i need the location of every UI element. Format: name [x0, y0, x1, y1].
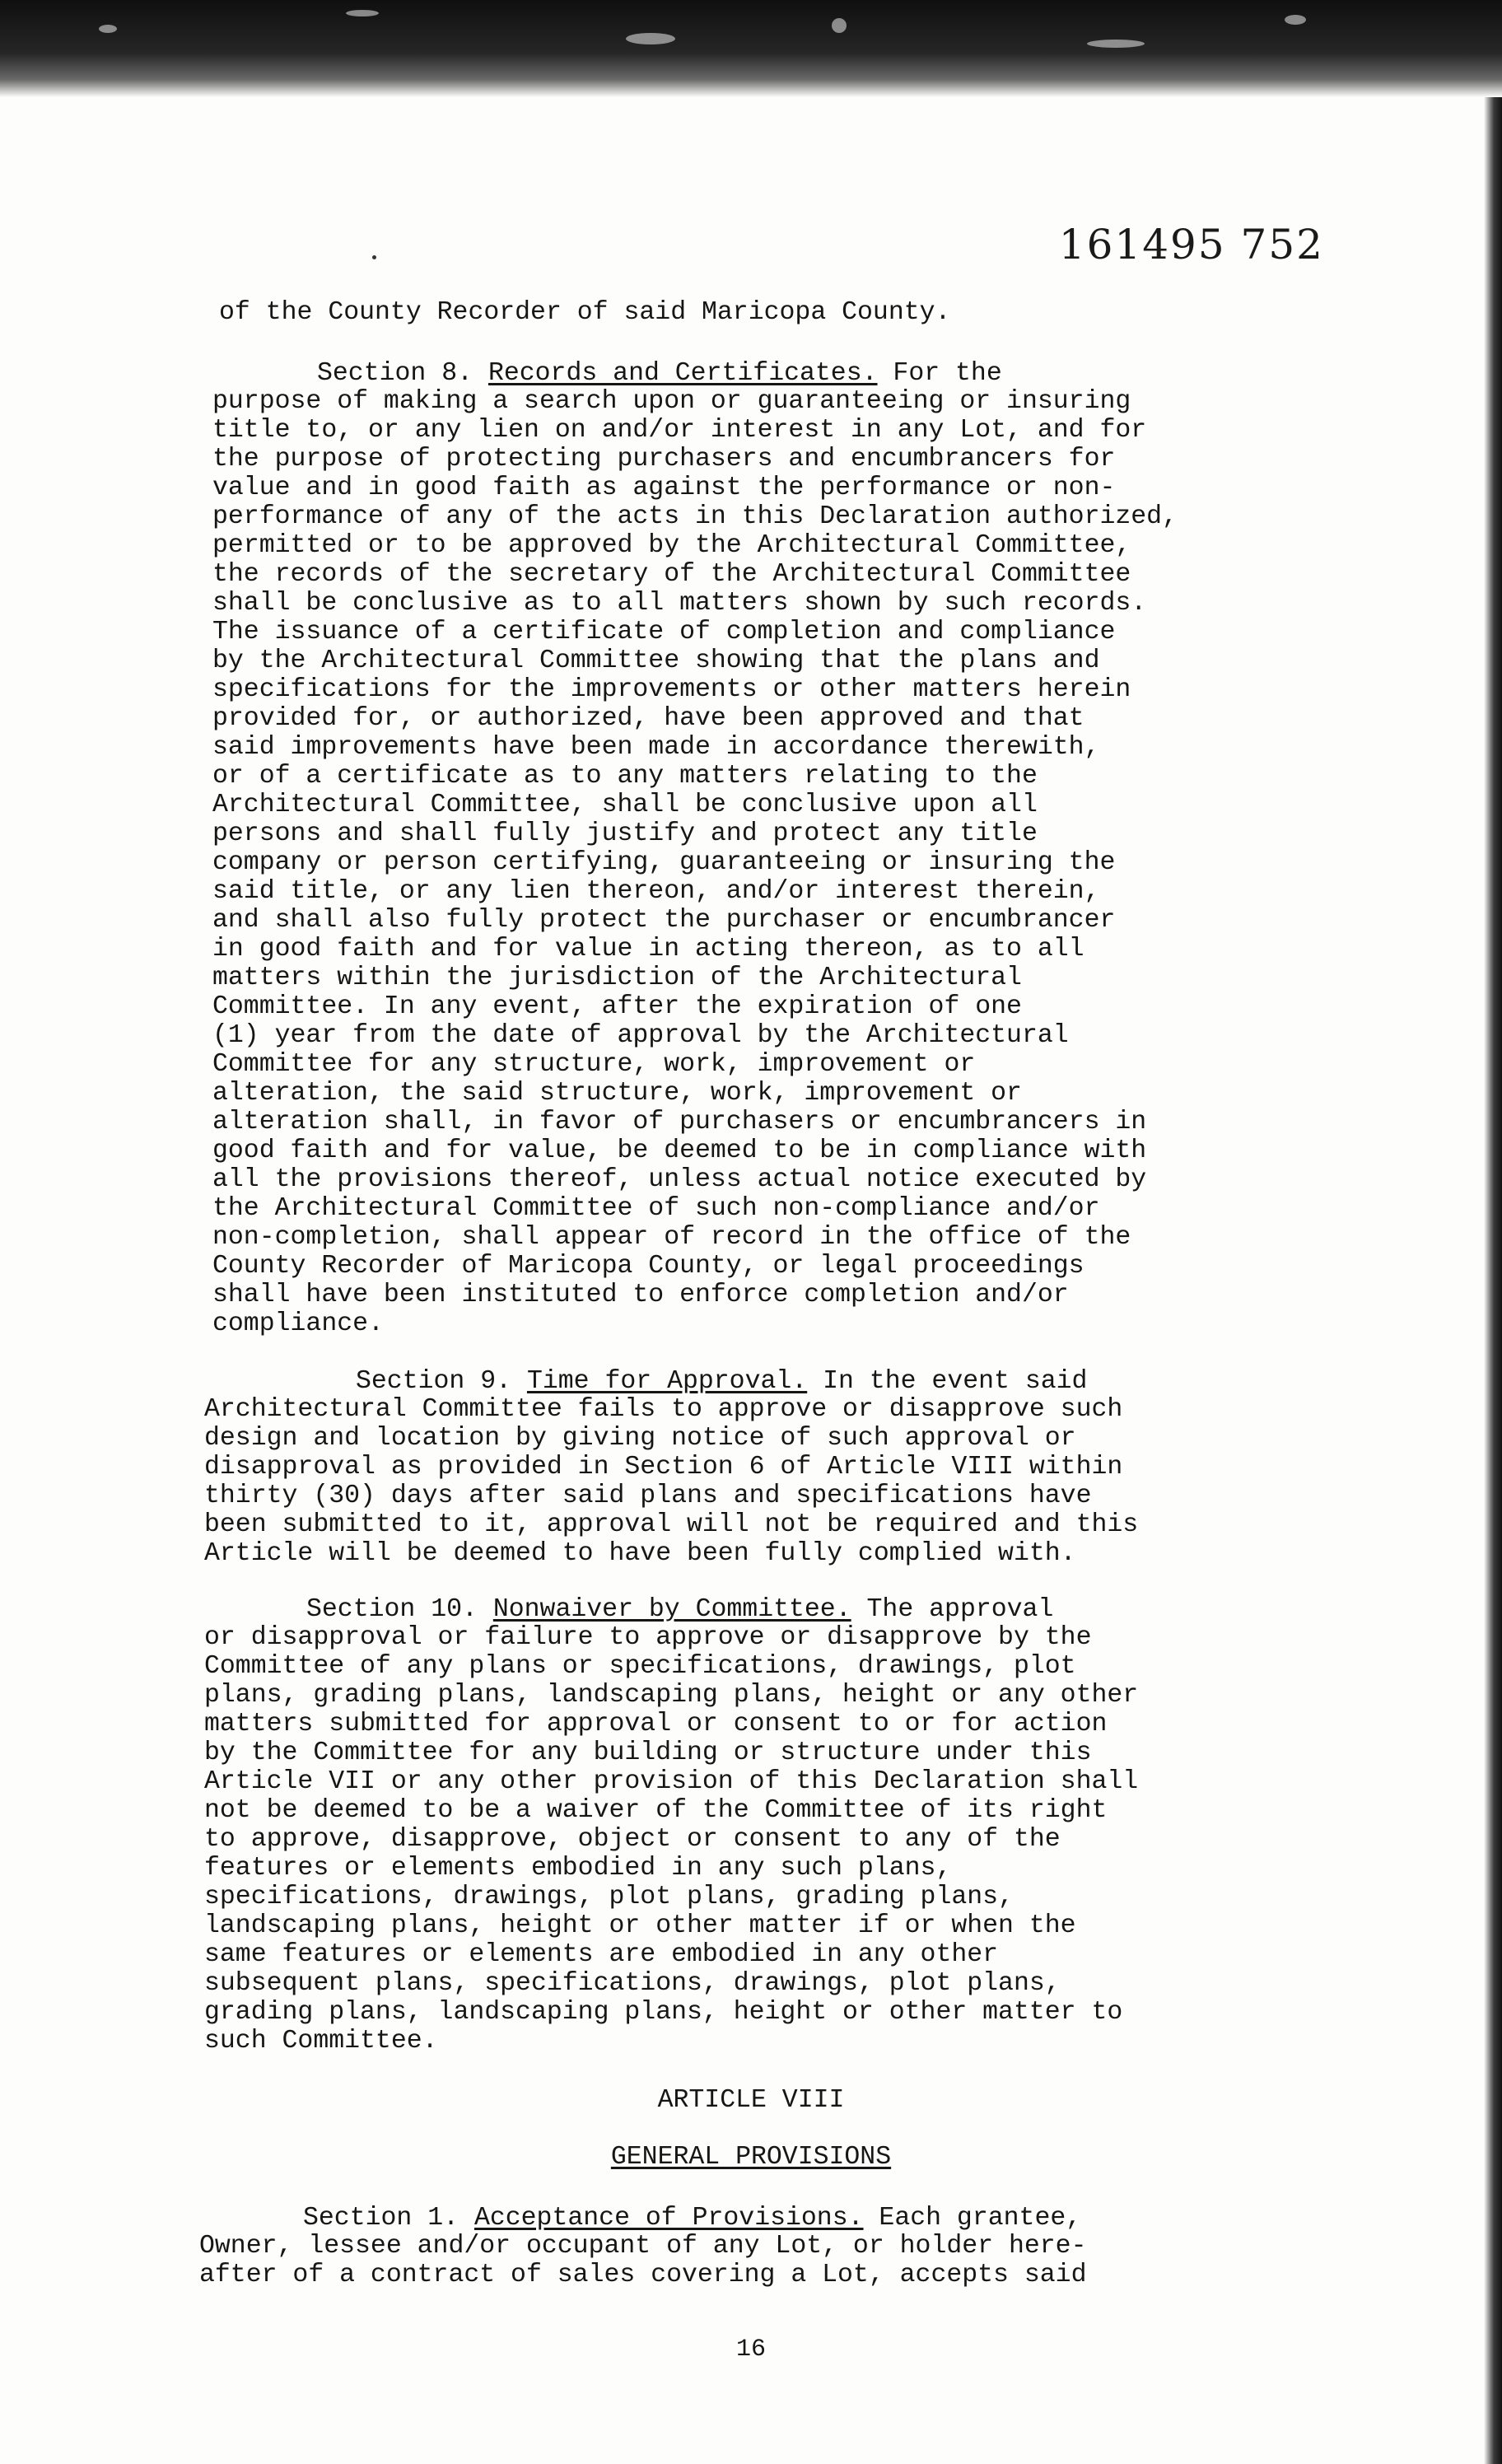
section-8-line: purpose of making a search upon or guaranteeing or insuring — [212, 387, 1131, 416]
section-8-line: good faith and for value, be deemed to be in compliance with — [212, 1136, 1147, 1165]
section-9-line: Architectural Committee fails to approve or disapprove such — [204, 1395, 1123, 1424]
section-8-line: the records of the secretary of the Architectural Committee — [212, 560, 1131, 589]
section-10-line: by the Committee for any building or structure under this — [204, 1738, 1092, 1767]
section-8-line: (1) year from the date of approval by the Architectural — [212, 1021, 1069, 1050]
section-8-line: specifications for the improvements or other matters herein — [212, 675, 1131, 704]
section-1-lead: Section 1. — [303, 2204, 459, 2233]
section-10-line: grading plans, landscaping plans, height or other matter to — [204, 1998, 1123, 2027]
section-8-line: performance of any of the acts in this Declaration authorized, — [212, 502, 1178, 531]
scan-edge-top — [0, 0, 1502, 97]
section-1-line: after of a contract of sales covering a Lot, accepts said — [199, 2261, 1087, 2289]
article-subheading-wrap — [0, 2143, 1502, 2172]
section-8-line: shall have been instituted to enforce completion and/or — [212, 1281, 1069, 1309]
section-10-line: same features or elements are embodied in any other — [204, 1940, 999, 1969]
section-9-line: thirty (30) days after said plans and specifications have — [204, 1482, 1092, 1510]
section-10-first-line-tail: The approval — [866, 1595, 1054, 1624]
section-10-lead: Section 10. — [306, 1595, 478, 1624]
section-10-heading-line — [306, 1595, 1053, 1624]
article-subheading: GENERAL PROVISIONS — [610, 2143, 892, 2172]
section-8-line: compliance. — [212, 1309, 384, 1338]
section-1-title: Acceptance of Provisions. — [473, 2204, 864, 2233]
article-heading: ARTICLE VIII — [657, 2086, 845, 2115]
section-10-line: to approve, disapprove, object or consent to any of the — [204, 1825, 1061, 1854]
section-10-line: such Committee. — [204, 2027, 438, 2056]
section-8-line: alteration shall, in favor of purchasers or encumbrancers in — [212, 1108, 1147, 1136]
section-9-line: disapproval as provided in Section 6 of Article VIII within — [204, 1453, 1123, 1482]
section-8-line: provided for, or authorized, have been approved and that — [212, 704, 1085, 733]
section-8-line: Committee for any structure, work, improvement or — [212, 1050, 976, 1079]
section-10-line: plans, grading plans, landscaping plans, height or any other — [204, 1681, 1139, 1710]
section-9-line: been submitted to it, approval will not be required and this — [204, 1510, 1139, 1539]
section-8-line: alteration, the said structure, work, improvement or — [212, 1079, 1022, 1108]
section-8-line: in good faith and for value in acting thereon, as to all — [212, 935, 1085, 964]
section-8-line: non-completion, shall appear of record in the office of the — [212, 1223, 1131, 1252]
section-8-first-line-tail: For the — [893, 359, 1002, 388]
section-9-line: Article will be deemed to have been fully complied with. — [204, 1539, 1076, 1568]
section-10-line: or disapproval or failure to approve or disapprove by the — [204, 1623, 1092, 1652]
section-8-line: matters within the jurisdiction of the Architectural — [212, 964, 1022, 992]
section-8-line: shall be conclusive as to all matters shown by such records. — [212, 589, 1147, 618]
section-10-line: not be deemed to be a waiver of the Committee of its right — [204, 1796, 1108, 1825]
recording-number: 161495 752 — [1058, 221, 1324, 268]
section-1-first-line-tail: Each grantee, — [879, 2204, 1082, 2233]
section-8-line: company or person certifying, guaranteeing or insuring the — [212, 848, 1116, 877]
section-9-lead: Section 9. — [356, 1367, 512, 1396]
section-8-line: or of a certificate as to any matters relating to the — [212, 762, 1038, 791]
section-8-title: Records and Certificates. — [487, 359, 878, 388]
section-1-heading-line — [303, 2204, 1081, 2233]
section-10-line: matters submitted for approval or consent to or for action — [204, 1710, 1108, 1738]
section-8-line: Committee. In any event, after the expiration of one — [212, 992, 1022, 1021]
section-1-line: Owner, lessee and/or occupant of any Lot, or holder here- — [199, 2232, 1087, 2261]
section-9-line: design and location by giving notice of such approval or — [204, 1424, 1076, 1453]
section-8-line: The issuance of a certificate of completion and compliance — [212, 618, 1116, 646]
section-8-lead: Section 8. — [317, 359, 473, 388]
section-8-line: said title, or any lien thereon, and/or interest therein, — [212, 877, 1100, 906]
section-8-line: the Architectural Committee of such non-compliance and/or — [212, 1194, 1100, 1223]
section-9-title: Time for Approval. — [526, 1367, 808, 1396]
section-10-line: landscaping plans, height or other matter if or when the — [204, 1911, 1076, 1940]
section-10-line: features or elements embodied in any such plans, — [204, 1854, 952, 1883]
section-8-line: permitted or to be approved by the Architectural Committee, — [212, 531, 1131, 560]
section-8-line: persons and shall fully justify and protect any title — [212, 819, 1038, 848]
section-10-line: Committee of any plans or specifications, drawings, plot — [204, 1652, 1076, 1681]
opening-line: of the County Recorder of said Maricopa County. — [219, 298, 951, 327]
stray-mark — [372, 255, 376, 259]
section-8-line: Architectural Committee, shall be conclusive upon all — [212, 791, 1038, 819]
section-8-line: title to, or any lien on and/or interest in any Lot, and for — [212, 416, 1147, 445]
section-9-first-line-tail: In the event said — [823, 1367, 1088, 1396]
section-9-heading-line — [356, 1367, 1087, 1396]
section-10-line: Article VII or any other provision of this Declaration shall — [204, 1767, 1139, 1796]
section-8-line: by the Architectural Committee showing that the plans and — [212, 646, 1100, 675]
section-8-line: County Recorder of Maricopa County, or legal proceedings — [212, 1252, 1085, 1281]
page-number: 16 — [735, 2336, 766, 2364]
section-8-line: all the provisions thereof, unless actual notice executed by — [212, 1165, 1147, 1194]
section-8-line: value and in good faith as against the performance or non- — [212, 474, 1116, 502]
section-8-line: said improvements have been made in accordance therewith, — [212, 733, 1100, 762]
section-10-title: Nonwaiver by Committee. — [492, 1595, 851, 1624]
section-8-line: and shall also fully protect the purchaser or encumbrancer — [212, 906, 1116, 935]
section-8-heading-line — [317, 359, 1002, 388]
section-10-line: specifications, drawings, plot plans, grading plans, — [204, 1883, 1014, 1911]
section-10-line: subsequent plans, specifications, drawings, plot plans, — [204, 1969, 1061, 1998]
section-8-line: the purpose of protecting purchasers and encumbrancers for — [212, 445, 1116, 474]
